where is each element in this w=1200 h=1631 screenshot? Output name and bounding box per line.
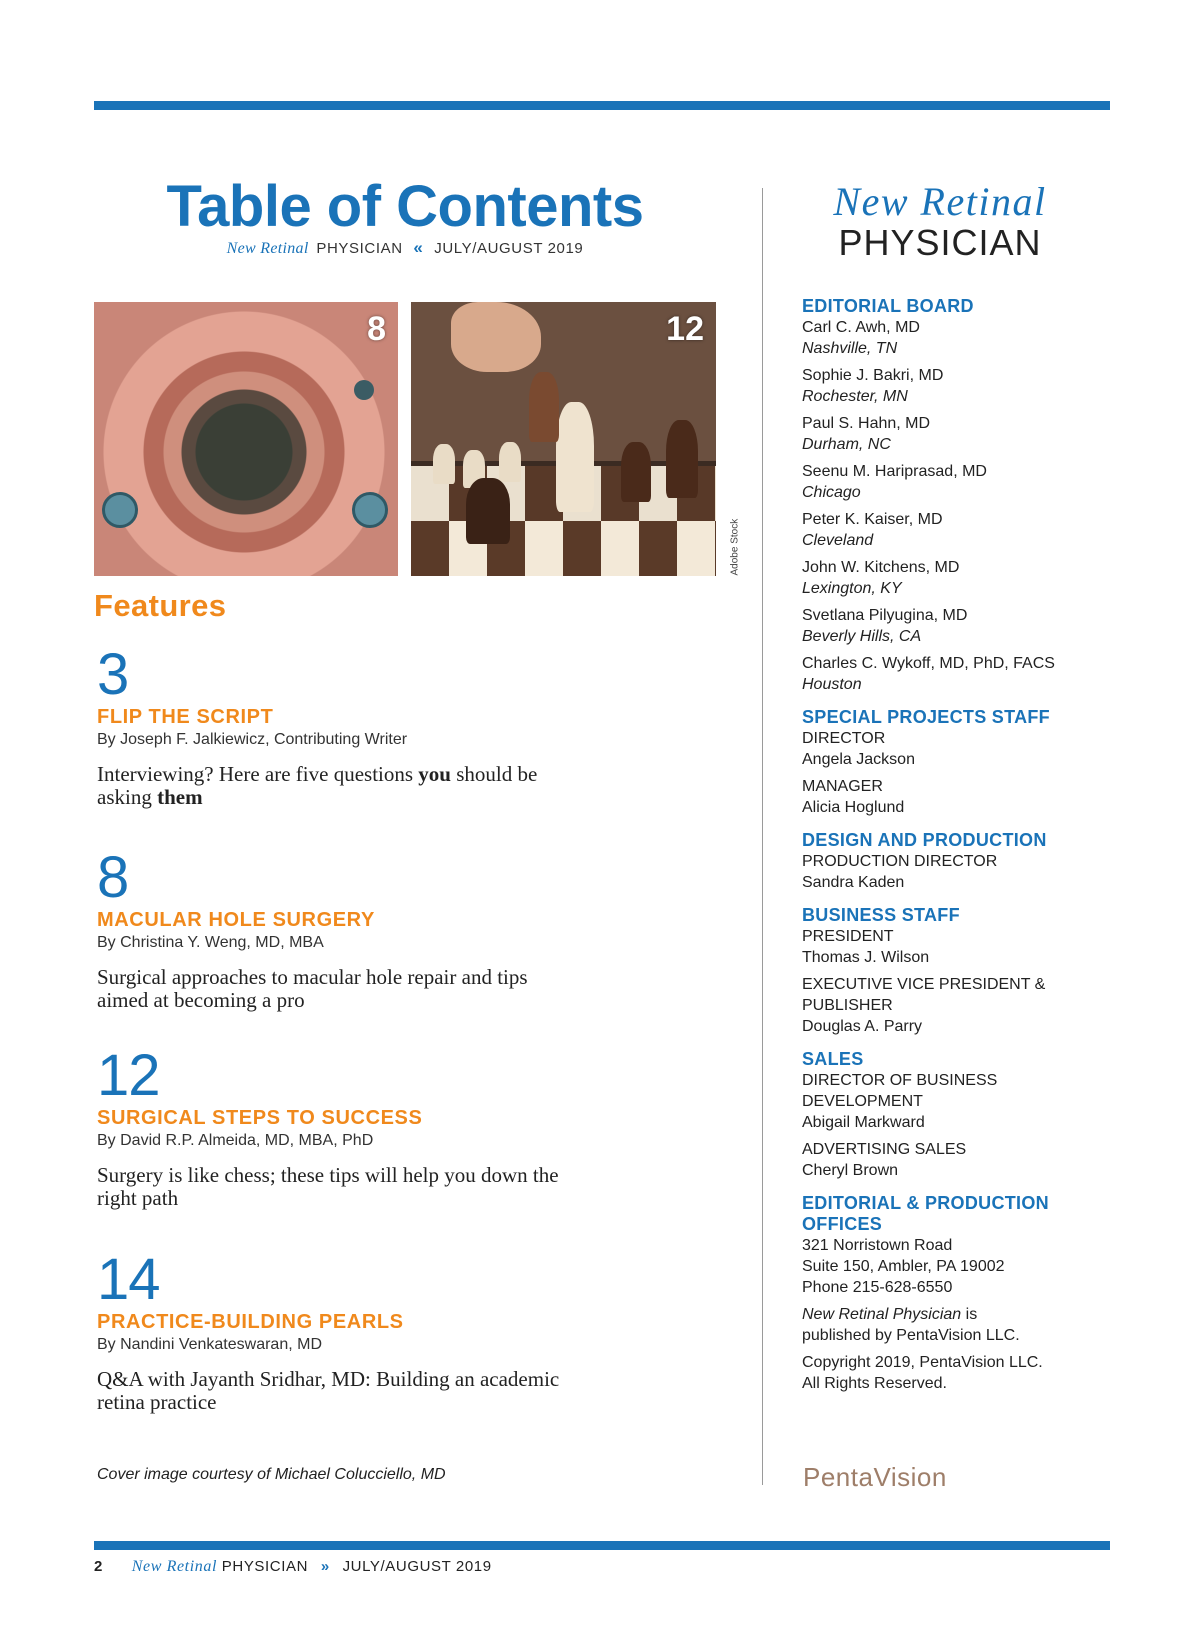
magazine-name-caps: PHYSICIAN	[316, 240, 403, 257]
member-location: Houston	[802, 676, 862, 693]
feature-title[interactable]: MACULAR HOLE SURGERY	[97, 909, 375, 931]
surgical-port-icon	[102, 492, 138, 528]
section-heading: SPECIAL PROJECTS STAFF	[802, 707, 1050, 727]
issue-line	[94, 238, 716, 258]
member-name: Seenu M. Hariprasad, MD	[802, 463, 987, 480]
feature-description	[97, 763, 577, 809]
section-heading: EDITORIAL & PRODUCTION	[802, 1193, 1049, 1213]
pentavision-logo: PentaVision	[803, 1462, 947, 1492]
role-name: Angela Jackson	[802, 751, 915, 768]
member-name: Peter K. Kaiser, MD	[802, 511, 943, 528]
member-name: Svetlana Pilyugina, MD	[802, 607, 968, 624]
masthead-logo	[770, 180, 1110, 262]
member-location: Chicago	[802, 484, 861, 501]
member-location: Durham, NC	[802, 436, 891, 453]
chevron-left-icon: «	[413, 238, 424, 257]
pawn-piece-icon	[529, 372, 559, 442]
desc-emphasis: you	[418, 762, 451, 786]
member-location: Rochester, MN	[802, 388, 908, 405]
feature-page-number: 3	[97, 642, 129, 707]
staff-role	[802, 1139, 1112, 1181]
chevron-right-icon: »	[320, 1558, 330, 1575]
role-title: DIRECTOR OF BUSINESS DEVELOPMENT	[802, 1072, 998, 1110]
member-name: Sophie J. Bakri, MD	[802, 367, 944, 384]
magazine-name-italic: New Retinal	[131, 1558, 217, 1575]
role-title: DIRECTOR	[802, 730, 886, 747]
feature-page-number: 14	[97, 1247, 160, 1312]
pawn-piece-icon	[433, 444, 455, 484]
board-member	[802, 413, 1112, 455]
feature-page-number: 8	[97, 845, 129, 910]
business-staff-section	[802, 905, 1112, 1037]
role-name: Douglas A. Parry	[802, 1018, 923, 1035]
feature-description: Surgery is like chess; these tips will help you down the right path	[97, 1163, 559, 1210]
feature-item[interactable]	[97, 1247, 697, 1414]
feature-item[interactable]	[97, 642, 697, 809]
board-member	[802, 605, 1112, 647]
feature-title[interactable]: PRACTICE-BUILDING PEARLS	[97, 1311, 404, 1333]
staff-role	[802, 728, 1112, 770]
section-heading: OFFICES	[802, 1214, 883, 1234]
section-heading: DESIGN AND PRODUCTION	[802, 830, 1047, 850]
feature-title[interactable]: SURGICAL STEPS TO SUCCESS	[97, 1107, 423, 1129]
rook-piece-icon	[621, 442, 651, 502]
feature-page-number: 12	[97, 1043, 160, 1108]
cover-credit: Cover image courtesy of Michael Colucciello, MD	[97, 1466, 446, 1483]
address-line: 321 Norristown Road	[802, 1237, 953, 1254]
hand-icon	[451, 302, 541, 372]
role-name: Sandra Kaden	[802, 874, 905, 891]
board-member	[802, 509, 1112, 551]
feature-description: Q&A with Jayanth Sridhar, MD: Building an academic retina practice	[97, 1367, 560, 1414]
sales-section	[802, 1049, 1112, 1181]
staff-listing	[802, 296, 1112, 1406]
role-name: Abigail Markward	[802, 1114, 925, 1131]
member-name: Carl C. Awh, MD	[802, 319, 920, 336]
feature-byline: By Nandini Venkateswaran, MD	[97, 1336, 322, 1353]
magazine-name-italic: New Retinal	[226, 240, 309, 257]
feature-item[interactable]	[97, 845, 697, 1012]
thumbnail-eye-surgery[interactable]	[94, 302, 398, 576]
feature-title[interactable]: FLIP THE SCRIPT	[97, 706, 274, 728]
role-title: PRESIDENT	[802, 928, 894, 945]
board-member	[802, 557, 1112, 599]
masthead-line-2: PHYSICIAN	[838, 222, 1042, 263]
role-name: Cheryl Brown	[802, 1162, 899, 1179]
board-member	[802, 461, 1112, 503]
board-member	[802, 317, 1112, 359]
copyright-text: All Rights Reserved.	[802, 1375, 947, 1392]
feature-byline: By Joseph F. Jalkiewicz, Contributing Writer	[97, 731, 408, 748]
member-name: Charles C. Wykoff, MD, PhD, FACS	[802, 655, 1055, 672]
role-title: PRODUCTION DIRECTOR	[802, 853, 998, 870]
section-heading: EDITORIAL BOARD	[802, 296, 974, 316]
staff-role	[802, 851, 1112, 893]
copyright-note	[802, 1352, 1112, 1394]
page-number: 2	[94, 1558, 103, 1575]
editorial-board-section	[802, 296, 1112, 695]
feature-item[interactable]	[97, 1043, 697, 1210]
desc-text: should be asking	[97, 762, 538, 809]
king-piece-icon	[556, 402, 594, 512]
role-title: MANAGER	[802, 778, 883, 795]
top-rule	[94, 101, 1110, 110]
board-member	[802, 653, 1112, 695]
desc-emphasis: them	[157, 785, 203, 809]
member-name: John W. Kitchens, MD	[802, 559, 960, 576]
publisher-note-text: is	[961, 1306, 978, 1323]
thumbnail-page-number: 8	[367, 310, 386, 348]
feature-byline: By David R.P. Almeida, MD, MBA, PhD	[97, 1132, 374, 1149]
publication-name: New Retinal Physician	[802, 1306, 962, 1323]
role-title: EXECUTIVE VICE PRESIDENT & PUBLISHER	[802, 976, 1046, 1014]
staff-role	[802, 974, 1112, 1037]
copyright-text: Copyright 2019, PentaVision LLC.	[802, 1354, 1043, 1371]
member-name: Paul S. Hahn, MD	[802, 415, 931, 432]
surgical-port-icon	[352, 492, 388, 528]
pawn-piece-icon	[499, 442, 521, 482]
chess-board-row	[411, 521, 716, 576]
offices-section	[802, 1193, 1112, 1394]
masthead-line-1: New Retinal	[833, 179, 1047, 224]
phone-number: Phone 215-628-6550	[802, 1279, 953, 1296]
bishop-piece-icon	[666, 420, 698, 498]
member-location: Beverly Hills, CA	[802, 628, 922, 645]
section-heading: SALES	[802, 1049, 864, 1069]
feature-description: Surgical approaches to macular hole repair and tips aimed at becoming a pro	[97, 965, 528, 1012]
desc-text: Interviewing? Here are five questions	[97, 762, 419, 786]
section-heading: BUSINESS STAFF	[802, 905, 960, 925]
staff-role	[802, 1070, 1112, 1133]
feature-byline: By Christina Y. Weng, MD, MBA	[97, 934, 324, 951]
board-member	[802, 365, 1112, 407]
role-name: Thomas J. Wilson	[802, 949, 930, 966]
special-projects-section	[802, 707, 1112, 818]
thumbnail-page-number: 12	[666, 310, 704, 348]
office-address	[802, 1235, 1112, 1298]
publisher-note	[802, 1304, 1112, 1346]
thumbnail-chess[interactable]	[411, 302, 716, 576]
member-location: Nashville, TN	[802, 340, 898, 357]
member-location: Cleveland	[802, 532, 874, 549]
page-footer	[94, 1558, 492, 1576]
issue-date: JULY/AUGUST 2019	[342, 1558, 492, 1575]
address-line: Suite 150, Ambler, PA 19002	[802, 1258, 1005, 1275]
photo-credit-text: Adobe Stock	[729, 518, 741, 576]
design-production-section	[802, 830, 1112, 893]
photo-credit	[724, 507, 741, 577]
column-divider	[762, 188, 763, 1485]
page-title: Table of Contents	[166, 174, 644, 239]
knight-piece-icon	[466, 478, 510, 544]
role-title: ADVERTISING SALES	[802, 1141, 967, 1158]
member-location: Lexington, KY	[802, 580, 902, 597]
magazine-name-caps: PHYSICIAN	[221, 1558, 309, 1575]
role-name: Alicia Hoglund	[802, 799, 905, 816]
bottom-rule	[94, 1541, 1110, 1550]
issue-date: JULY/AUGUST 2019	[434, 240, 584, 257]
surgical-port-icon	[354, 380, 374, 400]
staff-role	[802, 926, 1112, 968]
publisher-note-text: published by PentaVision LLC.	[802, 1327, 1020, 1344]
features-heading: Features	[94, 588, 227, 623]
staff-role	[802, 776, 1112, 818]
